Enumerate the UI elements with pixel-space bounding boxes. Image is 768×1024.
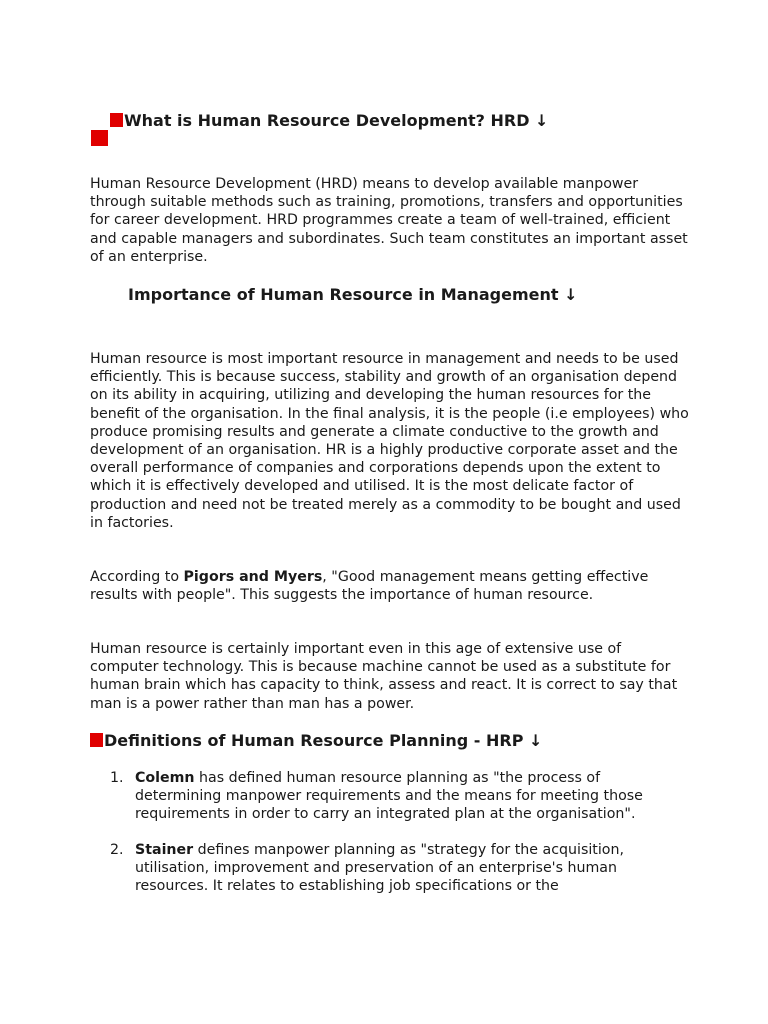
para2-suffix: , "Good management means getting effective results with people". This suggests the importance of human resource. xyxy=(90,569,649,604)
definition-text: defines manpower planning as "strategy for the acquisition, utilisation, improvement and preservation of an enterprise's human resources. It relates to establishing job specifications or the xyxy=(135,841,624,895)
red-square-icon xyxy=(110,113,123,127)
importance-paragraph-1: Human resource is most important resource in management and needs to be used efficiently. This is because success, stability and growth of an organisation depend on its ability in acquiring, utilizing and developing the human resources for the benefit of the organisation. In the final analysis, it is the people (i.e employees) who produce promising results and generate a climate conductive to the growth and development of an organisation. HR is a highly productive corporate asset and the overall performance of companies and corporations depends upon the extent to which it is effectively developed and utilised. It is the most delicate factor of production and need not be treated merely as a commodity to be bought and used in factories. xyxy=(90,351,689,531)
list-item xyxy=(110,769,690,824)
importance-paragraph-2 xyxy=(90,568,690,604)
importance-paragraph-3: Human resource is certainly important even in this age of extensive use of computer technology. This is because machine cannot be used as a substitute for human brain which has capacity to think, assess and react. It is correct to say that man is a power rather than man has a power. xyxy=(90,641,678,712)
list-number: 1. xyxy=(110,770,124,786)
red-square-icon xyxy=(91,130,108,146)
hrd-paragraph: Human Resource Development (HRD) means to develop available manpower through suitable methods such as training, promotions, transfers and opportunities for career development. HRD programmes create a team of well-trained, efficient and capable managers and subordinates. Such team constitutes an important asset of an enterprise. xyxy=(90,176,688,265)
red-square-icon xyxy=(90,733,103,747)
definition-text: has defined human resource planning as "the process of determining manpower requirements and the means for meeting those requirements in order to carry an integrated plan at the organisation". xyxy=(135,770,643,823)
section-heading-hrd: What is Human Resource Development? HRD ↓ xyxy=(124,111,549,130)
definition-author: Stainer xyxy=(135,841,194,858)
para2-prefix: According to xyxy=(90,569,184,585)
definitions-list xyxy=(110,769,690,912)
section-heading-hrp: Definitions of Human Resource Planning - HRP ↓ xyxy=(104,731,543,750)
section-heading-importance: Importance of Human Resource in Management ↓ xyxy=(128,285,578,304)
definition-author: Colemn xyxy=(135,770,195,786)
pigors-myers-name: Pigors and Myers xyxy=(183,569,323,585)
list-number: 2. xyxy=(110,841,124,858)
list-item xyxy=(110,841,690,896)
